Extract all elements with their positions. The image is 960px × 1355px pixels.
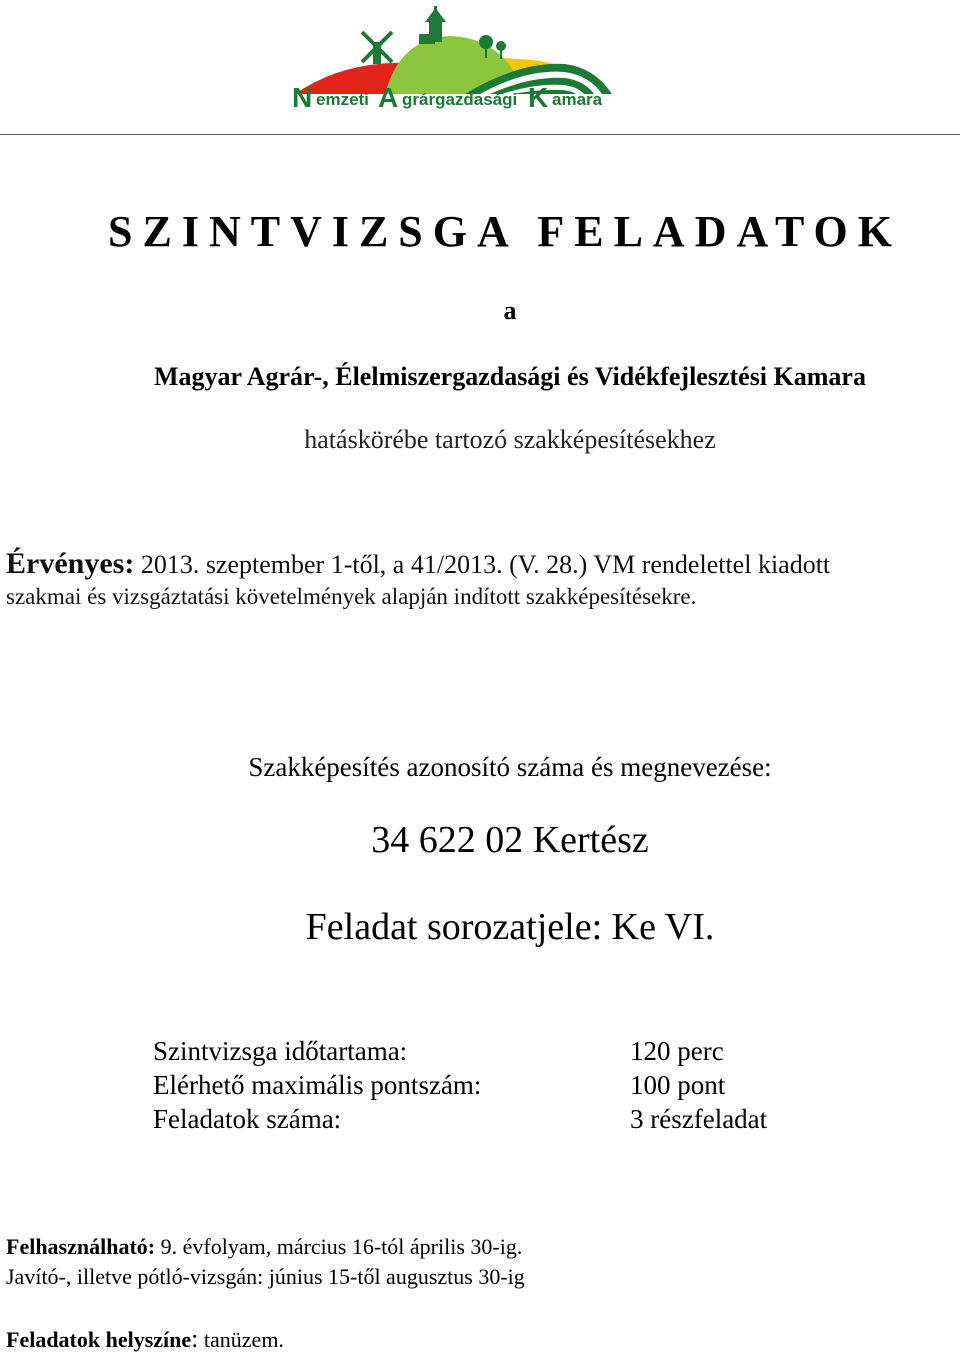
usable-text: 9. évfolyam, március 16-tól április 30-ig. xyxy=(155,1234,523,1259)
logo-letter-k: K xyxy=(528,82,549,113)
info-label-tasks: Feladatok száma: xyxy=(153,1104,342,1134)
info-value-duration: 120 perc xyxy=(630,1036,724,1066)
usable-label: Felhasználható: xyxy=(6,1234,156,1259)
chamber-name: Magyar Agrár-, Élelmiszergazdasági és Vidékfejlesztési Kamara xyxy=(154,362,866,391)
task-series: Feladat sorozatjele: Ke VI. xyxy=(305,906,715,948)
location-colon: : xyxy=(191,1324,199,1353)
validity-line-2: szakmai és vizsgáztatási követelmények alapján indított szakképesítésekre. xyxy=(6,584,697,609)
qualification-code: 34 622 02 Kertész xyxy=(371,819,649,861)
logo-word-2: grárgazdasági xyxy=(402,90,518,109)
retake-line: Javító-, illetve pótló-vizsgán: június 15-től augusztus 30-ig xyxy=(6,1264,525,1289)
info-label-points: Elérhető maximális pontszám: xyxy=(153,1070,482,1100)
location-text: tanüzem. xyxy=(198,1327,284,1352)
usable-line xyxy=(6,1234,522,1260)
location-label: Feladatok helyszíne xyxy=(6,1327,192,1352)
chamber-logo xyxy=(290,6,615,112)
document-title: SZINTVIZSGA FELADATOK xyxy=(108,207,902,256)
logo-word-1: emzeti xyxy=(316,90,369,109)
validity-line xyxy=(6,547,830,581)
info-value-tasks: 3 részfeladat xyxy=(630,1104,768,1134)
logo-word-3: amara xyxy=(552,90,603,109)
validity-label: Érvényes: xyxy=(6,547,135,580)
info-value-points: 100 pont xyxy=(630,1070,726,1100)
location-line xyxy=(6,1324,284,1354)
logo-letter-n: N xyxy=(292,82,313,113)
validity-text: 2013. szeptember 1-től, a 41/2013. (V. 28.) VM rendelettel kiadott xyxy=(134,550,831,579)
logo-letter-a: A xyxy=(378,82,399,113)
logo-graphic xyxy=(290,6,615,96)
qualification-label: Szakképesítés azonosító száma és megnevezése: xyxy=(248,752,772,782)
header-divider xyxy=(0,134,960,135)
title-article: a xyxy=(503,296,517,325)
info-label-duration: Szintvizsga időtartama: xyxy=(153,1036,408,1066)
logo-wordmark xyxy=(290,82,615,114)
scope-line: hatáskörébe tartozó szakképesítésekhez xyxy=(304,425,716,454)
